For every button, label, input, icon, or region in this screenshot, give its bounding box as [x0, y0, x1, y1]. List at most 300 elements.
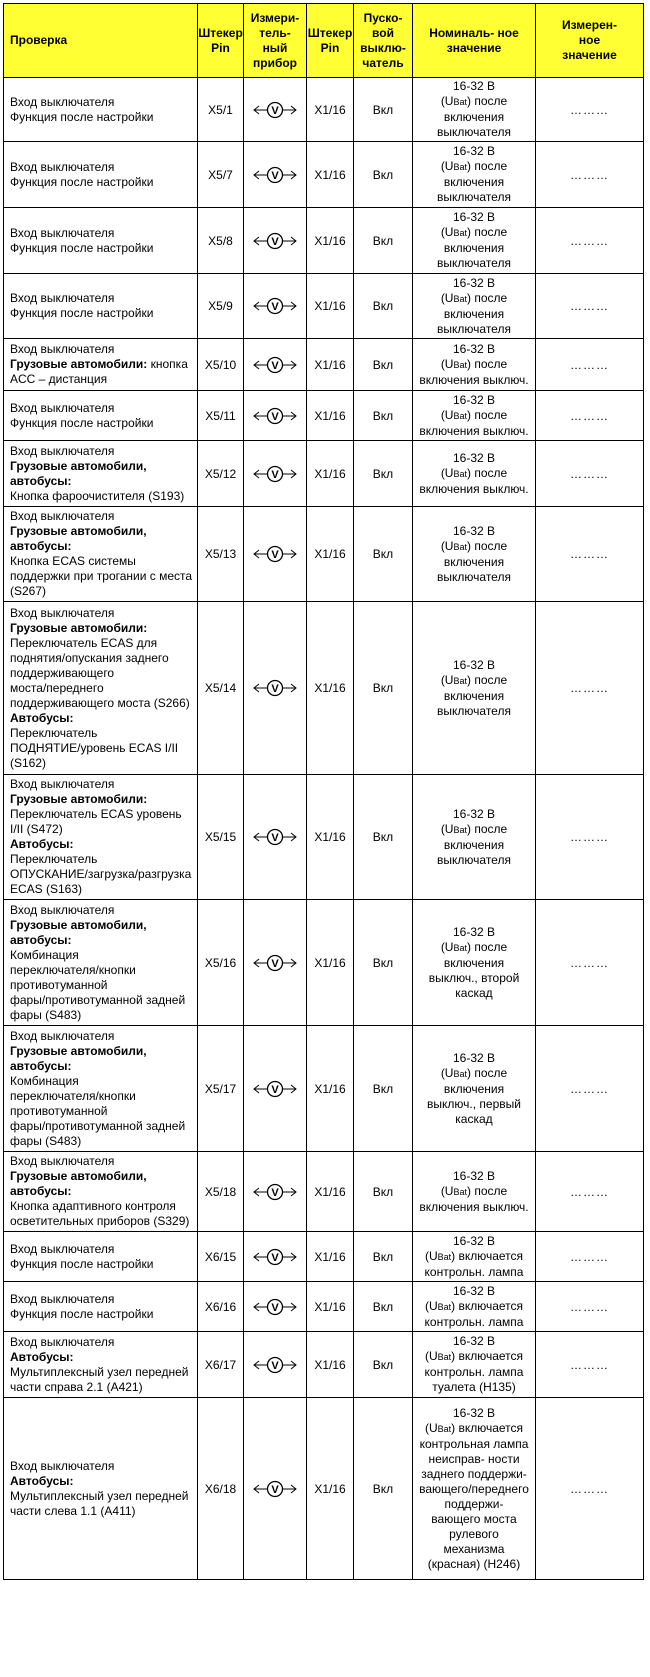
- table-row: [4, 507, 644, 602]
- nominal-line: (UBat) после: [440, 939, 508, 954]
- check-bold-label: Грузовые автомобили,: [10, 1169, 147, 1183]
- nominal-line: (UBat) после: [440, 672, 508, 687]
- pin1-cell: X6/18: [198, 1398, 244, 1580]
- check-line: [10, 584, 194, 599]
- meter-cell: [244, 78, 307, 142]
- svg-text:V: V: [271, 410, 279, 423]
- nominal-line: включения: [443, 241, 505, 255]
- diagnostic-table: [3, 3, 644, 1580]
- svg-text:V: V: [271, 301, 279, 313]
- nominal-line: заднего поддержи-: [421, 1466, 527, 1481]
- check-line: [10, 696, 194, 711]
- check-line: [10, 948, 194, 963]
- pin2-cell: X1/16: [307, 391, 354, 441]
- meter-cell: [244, 142, 307, 208]
- check-bold-label: Грузовые автомобили:: [10, 357, 151, 371]
- nominal-subscript: Bat: [453, 359, 467, 370]
- nominal-cell: [413, 1232, 536, 1282]
- nominal-subscript: Bat: [437, 1251, 452, 1262]
- check-line: [10, 1169, 194, 1184]
- nominal-line: включения: [443, 110, 505, 124]
- check-bold-label: Грузовые автомобили,: [10, 1043, 147, 1058]
- check-line: [10, 291, 194, 306]
- check-line: [10, 226, 194, 241]
- pin1-cell: X5/17: [198, 1026, 244, 1152]
- check-line: [10, 160, 194, 175]
- check-line: [10, 807, 194, 822]
- check-text: Функция после настройки: [10, 240, 154, 255]
- check-line: [10, 1119, 194, 1134]
- switch-cell: Вкл: [354, 1232, 413, 1282]
- table-row: [4, 142, 644, 208]
- nominal-cell: [413, 274, 536, 339]
- check-line: [10, 1104, 194, 1119]
- check-line: [10, 837, 194, 852]
- check-text: Кнопка ECAS системы: [10, 554, 136, 568]
- check-line: [10, 1154, 194, 1169]
- nominal-line: (UBat) включается: [424, 1420, 524, 1435]
- check-text: осветительных приборов (S329): [10, 1214, 190, 1228]
- table-row: [4, 339, 644, 391]
- check-line: [10, 621, 194, 636]
- nominal-cell: [413, 900, 536, 1026]
- nominal-line: 16-32 В: [452, 1283, 496, 1298]
- check-text: (S162): [10, 755, 47, 770]
- nominal-line: включения: [443, 554, 505, 569]
- table-row: [4, 900, 644, 1026]
- voltmeter-icon: [252, 679, 298, 697]
- table-row: [4, 775, 644, 900]
- voltmeter-icon: [252, 1183, 298, 1201]
- check-text: Вход выключателя: [10, 605, 115, 620]
- meter-cell: [244, 339, 307, 391]
- header-line: значение: [562, 48, 617, 62]
- check-line: [10, 1350, 194, 1365]
- check-text: поддерживающего: [10, 665, 115, 680]
- voltmeter-icon: [252, 1080, 298, 1098]
- measured-cell: ………: [536, 78, 644, 142]
- check-cell: [4, 775, 198, 900]
- table-body: [4, 78, 644, 1580]
- pin1-cell: X5/11: [198, 391, 244, 441]
- check-line: [10, 963, 194, 978]
- voltmeter-icon: [252, 1248, 298, 1266]
- table-row: [4, 441, 644, 507]
- measured-cell: ………: [536, 391, 644, 441]
- check-text: Функция после настройки: [10, 174, 154, 189]
- nominal-line: (UBat) после: [440, 1065, 508, 1080]
- check-text: ECAS (S163): [10, 882, 83, 896]
- check-line: [10, 444, 194, 459]
- check-text: поддерживающего моста (S266): [10, 695, 190, 710]
- check-text: Вход выключателя: [10, 1028, 115, 1043]
- check-line: [10, 95, 194, 110]
- table-row: [4, 274, 644, 339]
- nominal-cell: [413, 78, 536, 142]
- measured-cell: ………: [536, 900, 644, 1026]
- nominal-subscript: Bat: [453, 293, 467, 304]
- header-pin1: [198, 4, 244, 78]
- nominal-line: (UBat) после: [440, 290, 508, 305]
- check-text: Вход выключателя: [10, 1154, 115, 1168]
- nominal-line: каскад: [455, 985, 493, 1000]
- check-bold-label: Грузовые автомобили,: [10, 524, 147, 538]
- pin1-cell: X5/8: [198, 208, 244, 274]
- header-line: Пуско-: [363, 10, 403, 25]
- header-line: прибор: [252, 55, 298, 70]
- nominal-line: (UBat) после: [440, 94, 508, 108]
- check-line: [10, 867, 194, 882]
- check-line: [10, 792, 194, 807]
- nominal-subscript: Bat: [453, 824, 467, 835]
- svg-text:V: V: [271, 957, 279, 970]
- nominal-line: 16-32 В: [452, 924, 496, 939]
- nominal-subscript: Bat: [453, 228, 467, 238]
- header-line: Штекер: [307, 25, 353, 40]
- pin2-cell: X1/16: [307, 208, 354, 274]
- pin2-cell: X1/16: [307, 142, 354, 208]
- check-line: [10, 918, 194, 933]
- check-text: фары (S483): [10, 1007, 82, 1022]
- check-cell: [4, 441, 198, 507]
- pin1-cell: X6/16: [198, 1282, 244, 1332]
- nominal-line: выключателя: [437, 190, 511, 204]
- nominal-line: (UBat) после: [440, 159, 508, 173]
- nominal-line: вающего/переднего: [419, 1481, 529, 1496]
- pin2-cell: X1/16: [307, 900, 354, 1026]
- check-line: [10, 711, 194, 726]
- meter-cell: [244, 208, 307, 274]
- check-line: [10, 681, 194, 696]
- check-cell: [4, 339, 198, 391]
- header-pin2: [307, 4, 354, 78]
- voltmeter-icon: [252, 1356, 298, 1374]
- nominal-line: выключателя: [437, 256, 511, 270]
- nominal-line: контрольн. лампа: [424, 1365, 524, 1379]
- nominal-subscript: Bat: [453, 942, 467, 953]
- header-switch: [354, 4, 413, 78]
- check-line: [10, 882, 194, 897]
- nominal-subscript: Bat: [453, 1186, 467, 1197]
- check-line: [10, 903, 194, 918]
- pin2-cell: X1/16: [307, 1232, 354, 1282]
- voltmeter-icon: [252, 166, 298, 184]
- switch-cell: Вкл: [354, 1332, 413, 1398]
- pin2-cell: X1/16: [307, 339, 354, 391]
- check-line: [10, 1184, 194, 1199]
- check-text: Функция после настройки: [10, 306, 154, 320]
- nominal-line: рулевого: [449, 1526, 499, 1541]
- check-text: Вход выключателя: [10, 291, 115, 305]
- check-text: кнопка ACC – дистанция: [10, 357, 188, 386]
- nominal-cell: [413, 1398, 536, 1580]
- measured-cell: ………: [536, 1026, 644, 1152]
- nominal-line: (UBat) после: [440, 225, 508, 239]
- check-line: [10, 933, 194, 948]
- table-row: [4, 1398, 644, 1580]
- check-cell: [4, 142, 198, 208]
- check-text: Вход выключателя: [10, 1334, 115, 1349]
- header-row: [4, 4, 644, 78]
- nominal-line: включения выключ.: [419, 481, 529, 496]
- pin2-cell: X1/16: [307, 78, 354, 142]
- check-line: [10, 241, 194, 256]
- nominal-line: (UBat) после: [440, 538, 508, 553]
- svg-text:V: V: [271, 1251, 279, 1264]
- nominal-line: вающего моста: [431, 1511, 517, 1526]
- nominal-line: выключателя: [437, 321, 511, 336]
- check-text: противотуманной: [10, 977, 108, 992]
- nominal-line: 16-32 В: [452, 450, 496, 465]
- check-line: [10, 1459, 194, 1474]
- voltmeter-icon: [252, 356, 298, 374]
- meter-cell: [244, 274, 307, 339]
- table-row: [4, 391, 644, 441]
- check-line: [10, 1307, 194, 1322]
- check-line: [10, 978, 194, 993]
- voltmeter-icon: [252, 232, 298, 250]
- svg-text:V: V: [271, 169, 279, 182]
- table-row: [4, 1332, 644, 1398]
- voltmeter-icon: [252, 1298, 298, 1316]
- voltmeter-icon: [252, 297, 298, 315]
- pin1-cell: X5/7: [198, 142, 244, 208]
- pin1-cell: X5/10: [198, 339, 244, 391]
- header-line: значение: [446, 40, 502, 55]
- header-check: Проверка: [4, 4, 198, 78]
- switch-cell: Вкл: [354, 1398, 413, 1580]
- check-line: [10, 1089, 194, 1104]
- check-text: Вход выключателя: [10, 1458, 115, 1473]
- switch-cell: Вкл: [354, 274, 413, 339]
- check-text: Переключатель ECAS уровень: [10, 807, 182, 821]
- check-text: Вход выключателя: [10, 342, 115, 356]
- nominal-line: 16-32 В: [452, 1050, 496, 1065]
- pin1-cell: X6/15: [198, 1232, 244, 1282]
- svg-text:V: V: [271, 832, 279, 844]
- nominal-line: выключ., второй: [428, 970, 520, 985]
- nominal-line: 16-32 В: [452, 210, 496, 224]
- nominal-line: включения: [443, 306, 505, 321]
- switch-cell: Вкл: [354, 900, 413, 1026]
- nominal-subscript: Bat: [453, 410, 467, 421]
- check-text: Вход выключателя: [10, 225, 115, 240]
- nominal-line: 16-32 В: [452, 1168, 496, 1183]
- check-line: [10, 1335, 194, 1350]
- header-line: выклю-: [360, 40, 406, 55]
- check-text: Вход выключателя: [10, 94, 115, 109]
- check-text: Вход выключателя: [10, 1291, 115, 1306]
- voltmeter-icon: [252, 465, 298, 483]
- switch-cell: Вкл: [354, 441, 413, 507]
- nominal-line: 16-32 В: [452, 1233, 496, 1248]
- check-line: [10, 822, 194, 837]
- check-line: [10, 524, 194, 539]
- header-line: чатель: [362, 55, 404, 70]
- switch-cell: Вкл: [354, 602, 413, 775]
- check-cell: [4, 1026, 198, 1152]
- nominal-subscript: Bat: [453, 1068, 467, 1079]
- pin2-cell: X1/16: [307, 1026, 354, 1152]
- check-line: [10, 569, 194, 584]
- nominal-cell: [413, 775, 536, 900]
- nominal-line: поддержи-: [444, 1496, 504, 1511]
- check-text: Кнопка фароочистителя (S193): [10, 488, 185, 503]
- check-line: [10, 606, 194, 621]
- svg-text:V: V: [271, 1301, 279, 1314]
- pin1-cell: X5/12: [198, 441, 244, 507]
- nominal-line: выключателя: [437, 852, 511, 867]
- check-text: Функция после настройки: [10, 1306, 154, 1321]
- check-line: [10, 401, 194, 416]
- svg-text:V: V: [271, 1359, 279, 1372]
- check-line: [10, 1214, 194, 1229]
- check-line: [10, 666, 194, 681]
- nominal-line: включения: [443, 837, 505, 852]
- nominal-line: включения: [443, 175, 505, 189]
- svg-text:V: V: [271, 104, 279, 117]
- check-bold-label: автобусы:: [10, 539, 72, 553]
- check-line: [10, 357, 194, 387]
- check-text: Кнопка адаптивного контроля: [10, 1199, 176, 1213]
- header-line: ный: [262, 40, 288, 55]
- check-cell: [4, 507, 198, 602]
- check-text: Вход выключателя: [10, 1241, 115, 1256]
- nominal-line: включения выключ.: [419, 1199, 529, 1214]
- pin1-cell: X5/13: [198, 507, 244, 602]
- check-line: [10, 175, 194, 190]
- check-line: [10, 756, 194, 771]
- nominal-line: (UBat) после: [440, 821, 508, 836]
- table-row: [4, 1282, 644, 1332]
- check-line: [10, 1474, 194, 1489]
- check-text: поддержки при трогании с места: [10, 569, 193, 583]
- check-cell: [4, 1398, 198, 1580]
- measured-cell: ………: [536, 339, 644, 391]
- nominal-line: 16-32 В: [452, 275, 496, 290]
- switch-cell: Вкл: [354, 339, 413, 391]
- measured-cell: ………: [536, 1232, 644, 1282]
- voltmeter-icon: [252, 545, 298, 563]
- check-cell: [4, 391, 198, 441]
- pin1-cell: X5/14: [198, 602, 244, 775]
- pin1-cell: X6/17: [198, 1332, 244, 1398]
- header-line: Измери-: [250, 10, 300, 25]
- switch-cell: Вкл: [354, 391, 413, 441]
- check-line: [10, 489, 194, 504]
- header-line: Измерен-: [561, 18, 618, 32]
- check-line: [10, 1134, 194, 1149]
- nominal-line: выключателя: [437, 703, 511, 718]
- measured-cell: ………: [536, 1282, 644, 1332]
- nominal-line: 16-32 В: [452, 1334, 496, 1348]
- nominal-subscript: Bat: [453, 675, 467, 686]
- measured-cell: ………: [536, 1398, 644, 1580]
- nominal-cell: [413, 441, 536, 507]
- svg-text:V: V: [271, 235, 279, 248]
- check-bold-label: Грузовые автомобили,: [10, 917, 147, 932]
- check-line: [10, 1292, 194, 1307]
- svg-text:V: V: [271, 1483, 279, 1496]
- check-text: Функция после настройки: [10, 415, 154, 430]
- measured-cell: ………: [536, 441, 644, 507]
- nominal-line: механизма: [443, 1541, 505, 1556]
- pin1-cell: X5/18: [198, 1152, 244, 1232]
- nominal-line: включения: [443, 955, 505, 970]
- check-line: [10, 110, 194, 125]
- nominal-line: (UBat) после: [440, 1183, 508, 1198]
- header-line: Штекер: [198, 25, 243, 40]
- check-line: [10, 306, 194, 321]
- voltmeter-icon: [252, 954, 298, 972]
- nominal-subscript: Bat: [453, 541, 467, 552]
- table-row: [4, 208, 644, 274]
- nominal-line: 16-32 В: [452, 657, 496, 672]
- check-text: I/II (S472): [10, 822, 63, 836]
- nominal-subscript: Bat: [453, 97, 467, 107]
- nominal-line: включения: [443, 688, 505, 703]
- nominal-line: туалета (H135): [432, 1380, 516, 1394]
- table-row: [4, 1232, 644, 1282]
- pin1-cell: X5/1: [198, 78, 244, 142]
- nominal-line: 16-32 В: [452, 1405, 496, 1420]
- check-bold-label: Автобусы:: [10, 1349, 74, 1364]
- check-text: фары (S483): [10, 1133, 82, 1148]
- nominal-line: 16-32 В: [452, 806, 496, 821]
- check-text: поднятия/опускания заднего: [10, 650, 169, 665]
- nominal-line: включения выключ.: [419, 372, 529, 387]
- check-text: Вход выключателя: [10, 443, 115, 458]
- switch-cell: Вкл: [354, 507, 413, 602]
- nominal-line: (UBat) после: [440, 356, 508, 371]
- check-line: [10, 509, 194, 524]
- nominal-line: каскад: [455, 1111, 493, 1126]
- check-line: [10, 1504, 194, 1519]
- pin1-cell: X5/15: [198, 775, 244, 900]
- voltmeter-icon: [252, 101, 298, 119]
- nominal-cell: [413, 208, 536, 274]
- header-nominal: [413, 4, 536, 78]
- check-text: фары/противотуманной задней: [10, 992, 186, 1007]
- check-line: [10, 1199, 194, 1214]
- measured-cell: ………: [536, 507, 644, 602]
- check-line: [10, 554, 194, 569]
- measured-cell: ………: [536, 208, 644, 274]
- check-text: переключателя/кнопки: [10, 962, 136, 977]
- check-line: [10, 1044, 194, 1059]
- nominal-line: выключателя: [437, 569, 511, 584]
- header-line: тель-: [259, 25, 291, 40]
- check-line: [10, 1059, 194, 1074]
- check-text: Вход выключателя: [10, 509, 115, 523]
- pin2-cell: X1/16: [307, 1332, 354, 1398]
- measured-cell: ………: [536, 1332, 644, 1398]
- meter-cell: [244, 602, 307, 775]
- nominal-line: выключ., первый: [427, 1096, 521, 1111]
- nominal-line: (красная) (H246): [427, 1556, 521, 1571]
- measured-cell: ………: [536, 775, 644, 900]
- check-line: [10, 1365, 194, 1380]
- voltmeter-icon: [252, 407, 298, 425]
- check-line: [10, 416, 194, 431]
- svg-text:V: V: [271, 1083, 279, 1096]
- switch-cell: Вкл: [354, 78, 413, 142]
- check-line: [10, 459, 194, 474]
- check-bold-label: Грузовые автомобили:: [10, 792, 148, 806]
- check-text: Вход выключателя: [10, 777, 115, 791]
- check-text: Функция после настройки: [10, 109, 154, 124]
- header-meter: [244, 4, 307, 78]
